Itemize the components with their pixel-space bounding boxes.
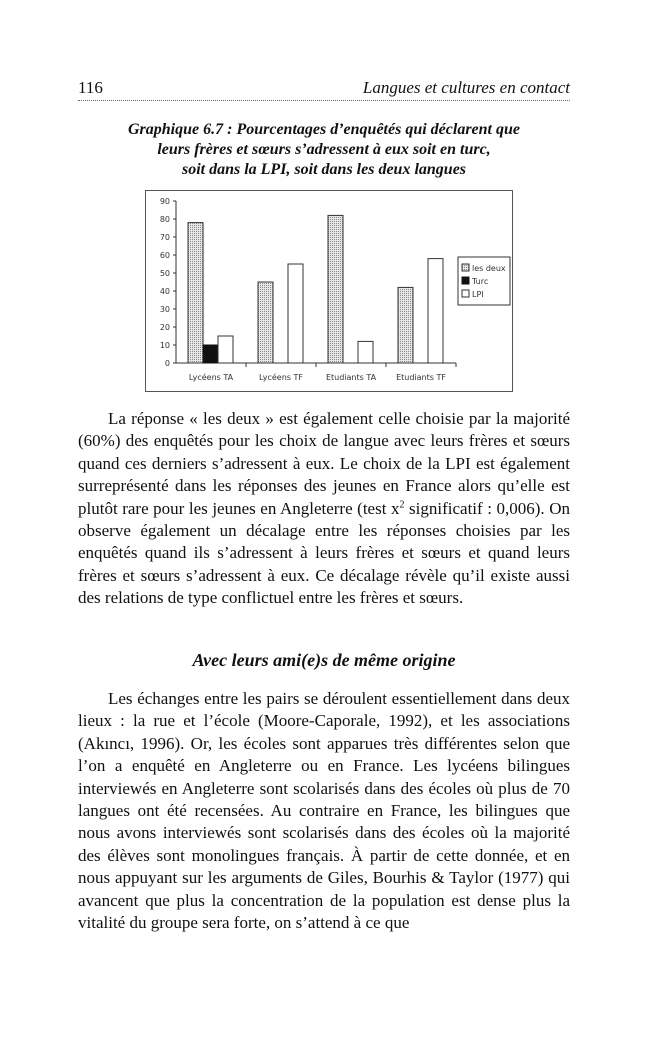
y-tick-label: 80 (159, 215, 170, 224)
header-rule (78, 100, 570, 101)
bar-lpi (358, 341, 373, 363)
paragraph-text: La réponse « les deux » est également celle choisie par la majorité (60%) des enquêtés pour les choix de langue avec leurs frères et sœurs quand ces derniers s’adressent à eux. Le choix de la LPI est également surreprésenté dans les réponses des jeunes en France alors qu’elle est plutôt rare pour les jeunes en Angleterre (test x (78, 409, 570, 518)
body-paragraph-2: Les échanges entre les pairs se déroulent essentiellement dans deux lieux : la rue et l’école (Moore-Caporale, 1992), et les associations (Akıncı, 1996). Or, les écoles sont apparues très différentes selon que l’on a enquêté en Angleterre ou en France. Les lycéens bilingues interviewés en Angleterre sont scolarisés dans des écoles où plus de 70 langues ont été recensées. Au contraire en France, les bilingues que nous avons interviewés sont scolarisés dans des écoles où la majorité des élèves sont monolingues français. À partir de cette donnée, et en nous appuyant sur les arguments de Giles, Bourhis & Taylor (1977) qui avancent que plus la concentration de la population est dense plus la vitalité du groupe sera forte, on s’attend à ce que (78, 689, 570, 933)
x-category-label: Lycéens TF (259, 373, 303, 382)
bar-les-deux (328, 215, 343, 363)
body-paragraph-1 (78, 408, 570, 610)
y-tick-label: 70 (159, 233, 170, 242)
y-tick-label: 60 (159, 251, 170, 260)
legend-label: Turc (472, 277, 489, 286)
legend-label: LPI (472, 290, 484, 299)
bar-les-deux (398, 287, 413, 363)
x-category-label: Etudiants TA (325, 373, 377, 382)
legend-swatch (462, 264, 469, 271)
page-number: 116 (78, 78, 103, 97)
y-tick-label: 20 (159, 323, 170, 332)
bar-lpi (218, 336, 233, 363)
bar-les-deux (188, 223, 203, 363)
legend-swatch (462, 277, 469, 284)
caption-line: Graphique 6.7 : Pourcentages d’enquêtés qui déclarent que (128, 121, 520, 138)
bar-lpi (288, 264, 303, 363)
bar-chart-svg (146, 191, 512, 391)
paragraph-text: significatif : 0,006). On observe également un décalage entre les réponses choisies par les enquêtés quand ils s’adressent à leurs frères et sœurs et quand leurs frères et sœurs s’adressent à eux. Ce décalage révèle qu’il existe aussi des relations de type conflictuel entre les frères et sœurs. (78, 498, 570, 608)
legend-swatch (462, 290, 469, 297)
bar-turc (203, 345, 218, 363)
y-tick-label: 40 (159, 287, 170, 296)
bar-les-deux (258, 282, 273, 363)
y-tick-label: 0 (164, 359, 170, 368)
y-tick-label: 90 (159, 197, 170, 206)
legend-label: les deux (472, 264, 506, 273)
superscript-2: 2 (399, 498, 405, 510)
x-category-label: Etudiants TF (396, 373, 446, 382)
caption-line: leurs frères et sœurs s’adressent à eux soit en turc, (157, 141, 491, 158)
caption-line: soit dans la LPI, soit dans les deux langues (181, 161, 467, 178)
y-tick-label: 50 (159, 269, 170, 278)
y-tick-label: 10 (159, 341, 170, 350)
bar-lpi (428, 259, 443, 363)
section-heading: Avec leurs ami(e)s de même origine (192, 650, 456, 670)
running-header (78, 78, 570, 102)
bar-chart (145, 190, 513, 392)
x-category-label: Lycéens TA (188, 373, 234, 382)
y-tick-label: 30 (159, 305, 170, 314)
running-title: Langues et cultures en contact (362, 78, 570, 97)
figure-caption (78, 120, 570, 180)
